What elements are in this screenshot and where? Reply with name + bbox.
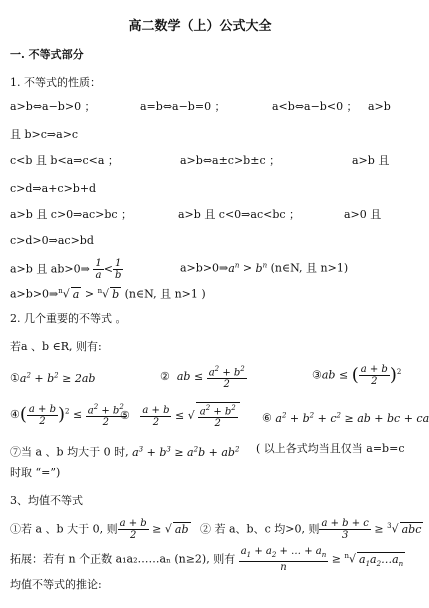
inequality-2: ② ab ≤ $\frac{a^2 + b^2}{2}$ [160, 365, 245, 391]
equality-note: ( 以上各式均当且仅当 a=b=c [256, 442, 405, 455]
section-heading-mean-inequality: 3、均值不等式 [10, 494, 83, 507]
section-heading-important-inequalities: 2. 几个重要的不等式 。 [10, 312, 127, 325]
intro-text: 若a 、b ∈R, 则有: [10, 340, 102, 353]
property-text: 且 b>c⇒a>c [10, 128, 79, 141]
property-text: c>d>0⇒ac>bd [10, 234, 94, 247]
property-text: a>b 且 c<0⇒ac<bc ； [178, 208, 301, 221]
property-text: a>b 且 [352, 154, 390, 167]
property-text: a<b⇔a−b<0 ； [272, 100, 358, 113]
mean-inequality-2: ①若 a 、b 大于 0, 则 $\frac{a + b}{2}$ ≥ √ ab [10, 518, 189, 541]
power-property: $a>b>0\Rightarrow a^n > b^n$ (n∈N, 且 n>1) [180, 261, 349, 275]
section-heading-inequalities: 一. 不等式部分 [10, 48, 84, 61]
equality-note-cont: 时取 “=”) [10, 466, 61, 479]
property-text: a>0 且 [344, 208, 382, 221]
property-text: a>b [368, 100, 391, 113]
reciprocal-property: a>b 且 ab>0⇒ $\frac{1}{a}$ < $\frac{1}{b}$ [10, 258, 122, 281]
inequality-7: ⑦当 a 、b 均大于 0 时, $a^3 + b^3 \ge a^2b + ab^2$ [10, 445, 240, 459]
root-property: a>b>0⇒$^n$√ a > $^n$√ b (n∈N, 且 n>1 ) [10, 287, 206, 301]
property-text: a>b 且 c>0⇒ac>bc ； [10, 208, 133, 221]
property-text: c>d⇒a+c>b+d [10, 182, 97, 195]
mean-inequality-extension: 拓展：若有 n 个正数 a₁a₂……aₙ (n≥2), 则有 $\frac{a_1 + a_2 + \dots + a_n}{n}$ ≥ $^n$√ $a_1a_2\dots a_n$ [10, 546, 404, 573]
inequality-4: ④( $\frac{a + b}{2}$ )$^2$ ≤ $\frac{a^2 + b^2}{2}$ [10, 403, 124, 429]
inequality-5: ⑤ $\frac{a + b}{2}$ ≤ √ $\frac{a^2 + b^2}{2}$ [120, 402, 240, 429]
inequality-6: ⑥ $a^2 + b^2 + c^2$ ≥ ab + bc + ca [262, 411, 429, 425]
property-text: a>b⇔a−b>0 ； [10, 100, 96, 113]
property-text: a>b⇔a±c>b±c ； [180, 154, 281, 167]
mean-inequality-3: ② 若 a、b、c 均>0, 则 $\frac{a + b + c}{3}$ ≥ $^3$√ abc [200, 518, 422, 541]
property-text: a=b⇔a−b=0 ； [140, 100, 226, 113]
subheading-properties: 1. 不等式的性质： [10, 76, 101, 89]
corollary-heading: 均值不等式的推论: [10, 578, 102, 591]
page-title: 高二数学（上）公式大全 [128, 19, 272, 34]
property-text: c<b 且 b<a⇒c<a ； [10, 154, 119, 167]
inequality-1: $①a^2 + b^2 \ge 2ab$ [10, 371, 96, 385]
inequality-3: ③ab ≤ ( $\frac{a + b}{2}$ )$^2$ [312, 364, 402, 387]
